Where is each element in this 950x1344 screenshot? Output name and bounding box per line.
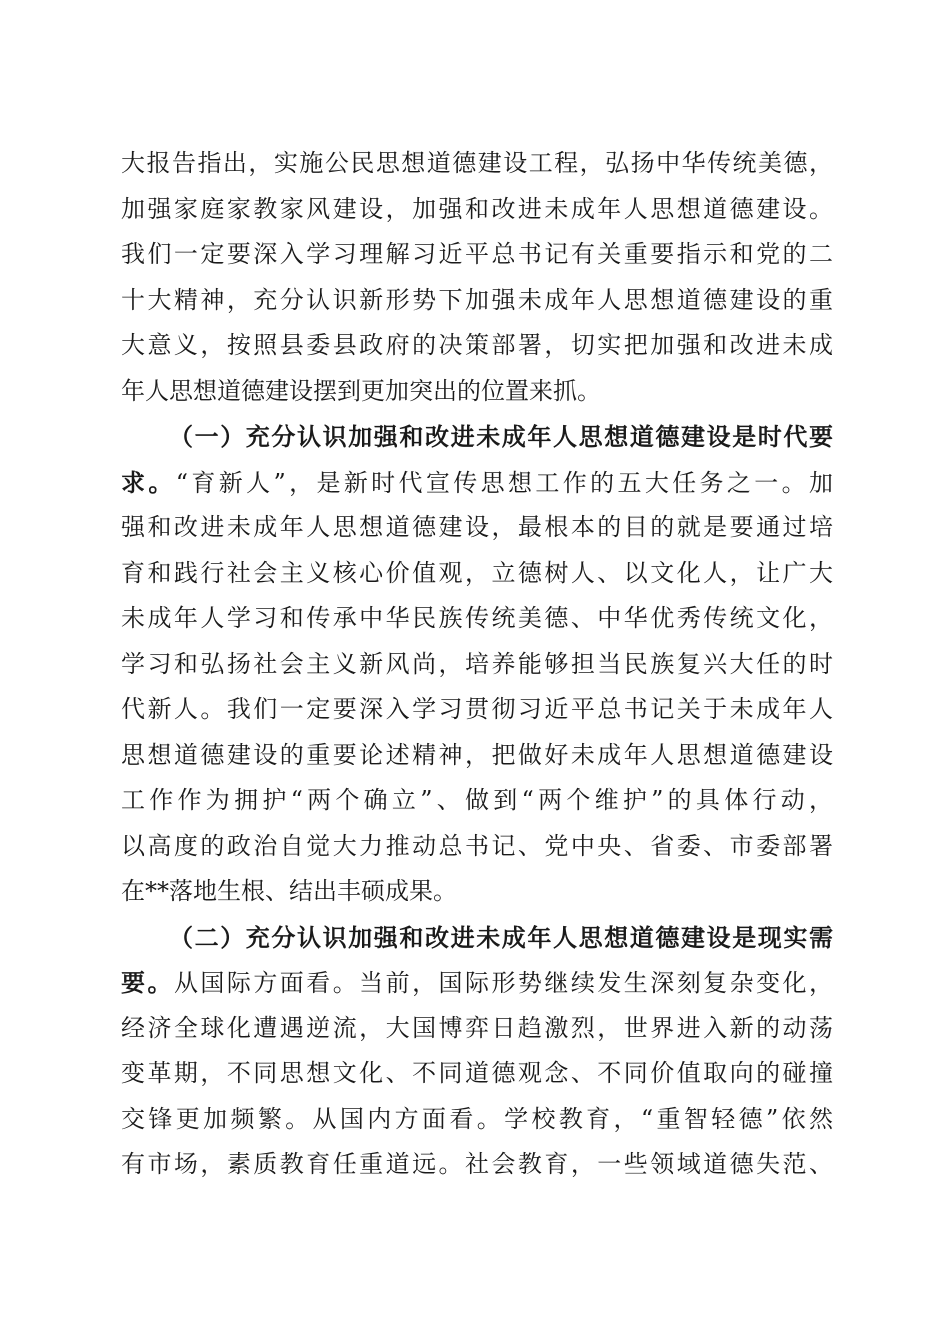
text-line xyxy=(121,960,833,1006)
section-heading-2-text: （二）充分认识加强和改进未成年人思想道德建设是现实需 xyxy=(169,922,833,952)
text-line: 在**落地生根、结出丰硕成果。 xyxy=(121,877,457,905)
text-line: 强和改进未成年人思想道德建设，最根本的目的就是要通过培 xyxy=(121,513,833,541)
text-line: 经济全球化遭遇逆流，大国博弈日趋激烈，世界进入新的动荡 xyxy=(121,1013,833,1042)
text-line: 大意义，按照县委县政府的决策部署，切实把加强和改进未成 xyxy=(121,331,833,359)
text-line: 十大精神，充分认识新形势下加强未成年人思想道德建设的重 xyxy=(121,285,833,314)
section-heading-1-text: （一）充分认识加强和改进未成年人思想道德建设是时代要 xyxy=(169,422,833,451)
text-line: 代新人。我们一定要深入学习贯彻习近平总书记关于未成年人 xyxy=(121,695,833,723)
text-line: 以高度的政治自觉大力推动总书记、党中央、省委、市委部署 xyxy=(121,831,833,860)
text-line: 思想道德建设的重要论述精神，把做好未成年人思想道德建设 xyxy=(121,740,833,769)
text-line: 学习和弘扬社会主义新风尚，培养能够担当民族复兴大任的时 xyxy=(121,649,833,678)
text-line: 交锋更加频繁。从国内方面看。学校教育，“重智轻德”依然 xyxy=(121,1104,833,1133)
text-line: 未成年人学习和传承中华民族传统美德、中华优秀传统文化， xyxy=(121,604,833,632)
text-line: 我们一定要深入学习理解习近平总书记有关重要指示和党的二 xyxy=(121,240,833,268)
section-heading-1-end: 求。 xyxy=(121,467,176,497)
text-line: 大报告指出，实施公民思想道德建设工程，弘扬中华传统美德， xyxy=(121,149,833,177)
text-run: 从国际方面看。当前，国际形势继续发生深刻复杂变化， xyxy=(173,969,834,997)
text-line: 育和践行社会主义核心价值观，立德树人、以文化人，让广大 xyxy=(121,558,833,587)
section-heading-2-end: 要。 xyxy=(121,968,174,997)
text-line: 年人思想道德建设摆到更加突出的位置来抓。 xyxy=(121,376,601,405)
text-line: 工作作为拥护“两个确立”、做到“两个维护”的具体行动， xyxy=(121,786,833,814)
text-line: 有市场，素质教育任重道远。社会教育，一些领域道德失范、 xyxy=(121,1150,833,1178)
section-heading-2 xyxy=(121,915,833,961)
text-line: 变革期，不同思想文化、不同道德观念、不同价值取向的碰撞 xyxy=(121,1059,833,1087)
text-line xyxy=(121,460,833,506)
text-line: 加强家庭家教家风建设，加强和改进未成年人思想道德建设。 xyxy=(121,194,833,223)
section-heading-1 xyxy=(121,414,833,460)
document-body xyxy=(121,141,833,1188)
text-run: “育新人”，是新时代宣传思想工作的五大任务之一。加 xyxy=(175,468,833,497)
